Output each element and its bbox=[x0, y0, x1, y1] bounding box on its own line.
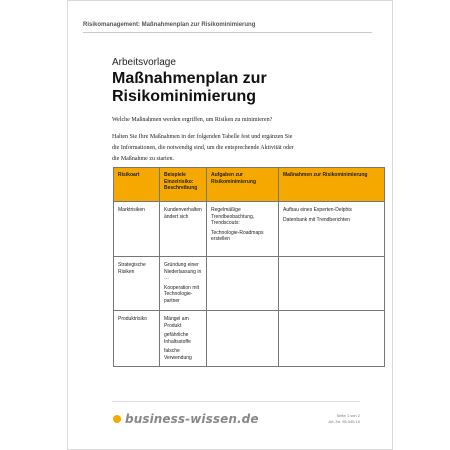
cell-text: Mängel am Produkt bbox=[164, 316, 189, 329]
cell-beispiele bbox=[159, 257, 206, 310]
cell-text: gefährliche Inhaltsstoffe bbox=[164, 332, 191, 345]
table-row bbox=[114, 310, 384, 366]
document-title bbox=[112, 70, 362, 106]
cell-massnahmen bbox=[278, 311, 384, 366]
table-row bbox=[114, 201, 384, 256]
title-line-1: Maßnahmenplan zur bbox=[112, 70, 267, 87]
brand-logo: business-wissen.de bbox=[125, 412, 259, 426]
cell-aufgaben bbox=[206, 257, 278, 310]
cell-text: Strategische Risiken bbox=[118, 262, 146, 275]
intro-line-2: die Informationen, die notwendig sind, um die entsprechende Aktivität oder bbox=[112, 145, 294, 151]
cell-text: Kooperation mit Technologie-partner bbox=[164, 284, 200, 304]
intro-paragraph bbox=[112, 132, 362, 165]
cell-risikoart bbox=[114, 311, 159, 366]
header-aufgaben: Aufgaben zur Risikominimierung bbox=[206, 168, 278, 201]
cell-text: Gründung einer Niederlassung in … bbox=[164, 262, 202, 281]
cell-risikoart bbox=[114, 257, 159, 310]
footer-divider bbox=[112, 401, 360, 402]
document-kicker: Arbeitsvorlage bbox=[112, 57, 176, 68]
cell-text: Technologie-Roadmaps erstellen bbox=[211, 229, 264, 242]
cell-text: Datenbank mit Trendberichten bbox=[283, 216, 350, 223]
header-divider bbox=[83, 32, 372, 33]
title-line-2: Risikominimierung bbox=[112, 88, 257, 105]
cell-text: Marktrisiken bbox=[118, 207, 145, 213]
intro-line-1: Halten Sie Ihre Maßnahmen in der folgenden Tabelle fest und ergänzen Sie bbox=[112, 134, 293, 140]
cell-text: Regelmäßige Trendbeobachtung, Trendscouts: bbox=[211, 207, 255, 226]
cell-text: falsche Verwendung bbox=[164, 348, 192, 361]
intro-question: Welche Maßnahmen werden ergriffen, um Risiken zu minimieren? bbox=[112, 117, 273, 123]
cell-beispiele bbox=[159, 311, 206, 366]
header-beispiele: Beispiele Einzelrisiko: Beschreibung bbox=[159, 168, 206, 201]
measures-table bbox=[113, 167, 385, 367]
running-header: Risikomanagement: Maßnahmenplan zur Risikominimierung bbox=[83, 22, 256, 28]
table-header-row bbox=[114, 168, 384, 201]
page-info bbox=[306, 413, 360, 425]
document-page bbox=[67, 0, 393, 450]
table-row bbox=[114, 256, 384, 310]
cell-massnahmen bbox=[278, 202, 384, 256]
logo-dot-icon bbox=[113, 415, 121, 423]
cell-massnahmen bbox=[278, 257, 384, 310]
intro-line-3: die Maßnahme zu starten. bbox=[112, 156, 174, 162]
cell-risikoart bbox=[114, 202, 159, 256]
header-massnahmen: Maßnahmen zur Risikominimierung bbox=[278, 168, 384, 201]
cell-aufgaben bbox=[206, 311, 278, 366]
cell-text: Kundenverhalten ändert sich bbox=[164, 207, 202, 220]
cell-text: Produktrisiko bbox=[118, 316, 147, 322]
article-number: Art.-Nr. 99.045.10 bbox=[328, 419, 360, 424]
cell-aufgaben bbox=[206, 202, 278, 256]
page-number: Seite 1 von 2 bbox=[336, 413, 360, 418]
cell-beispiele bbox=[159, 202, 206, 256]
header-risikoart: Risikoart bbox=[118, 172, 140, 178]
cell-text: Aufbau eines Experten-Delphis bbox=[283, 207, 352, 213]
